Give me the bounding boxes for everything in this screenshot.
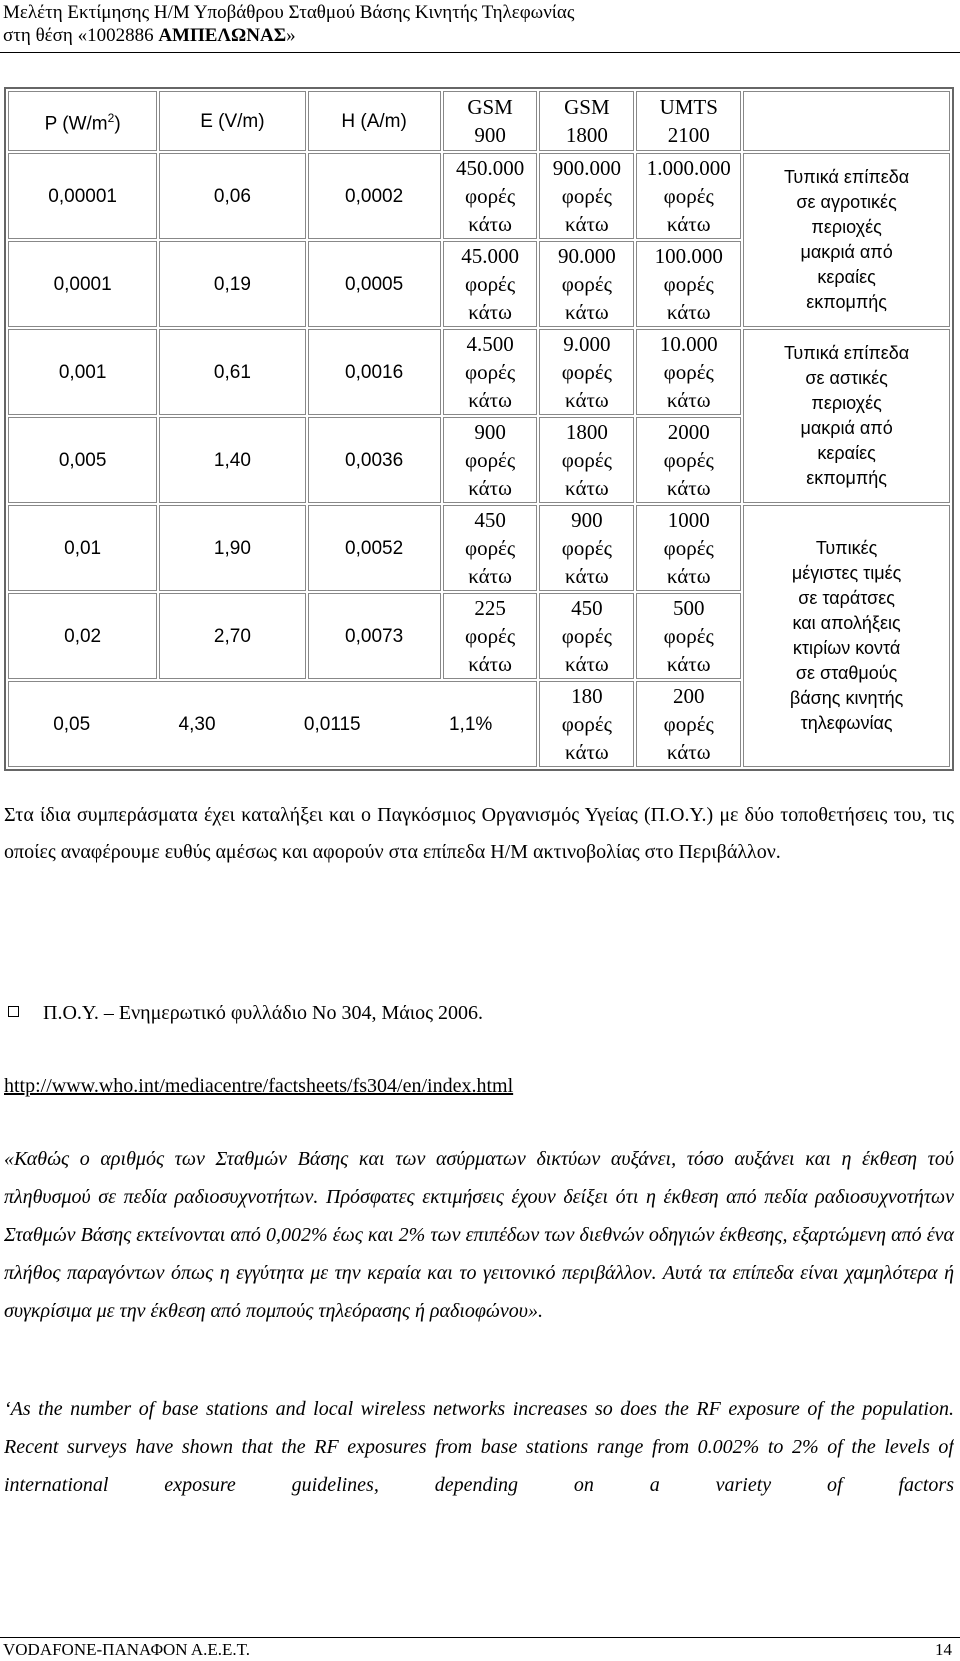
table-row xyxy=(8,505,950,591)
exposure-table xyxy=(4,87,954,771)
cell-value-h: 0,0115 xyxy=(303,713,361,735)
table-row xyxy=(8,153,950,239)
cell-line: φορές xyxy=(464,272,516,296)
header-blank xyxy=(743,91,950,151)
cell-line: 1.000.000 xyxy=(646,156,731,180)
header-title-line: Μελέτη Εκτίμησης Η/Μ Υποβάθρου Σταθμού Βάσης Κινητής Τηλεφωνίας xyxy=(3,2,575,23)
cell-line: φορές xyxy=(663,272,714,296)
who-factsheet-link[interactable]: http://www.who.int/mediacentre/factsheets/fs304/en/index.html xyxy=(4,1075,514,1097)
cell-line: 1800 xyxy=(565,420,608,444)
cell-umts2100 xyxy=(636,329,741,415)
cell-e: 0,61 xyxy=(159,329,305,415)
checkbox-bullet-icon xyxy=(8,1006,19,1017)
cell-umts2100 xyxy=(636,681,741,767)
bullet-item xyxy=(8,1002,483,1025)
cell-e: 1,40 xyxy=(159,417,305,503)
header-location-prefix: στη θέση «1002886 xyxy=(3,25,159,46)
header-gsm900: GSM 900 xyxy=(443,91,538,151)
header-power-density: P $(W/m^2)$ xyxy=(8,91,157,151)
cell-gsm1800 xyxy=(539,153,634,239)
cell-line: 100.000 xyxy=(654,244,723,268)
cell-line: φορές xyxy=(663,184,714,208)
footer-rule xyxy=(0,1637,960,1638)
cell-line: 900.000 xyxy=(552,156,622,180)
bullet-text: Π.Ο.Υ. – Ενημερωτικό φυλλάδιο No 304, Μάιος 2006. xyxy=(43,1002,484,1024)
cell-line: κάτω xyxy=(666,652,711,676)
cell-line: βάσης κινητής xyxy=(789,688,904,708)
cell-line: σε σταθμούς xyxy=(795,663,898,683)
cell-line: φορές xyxy=(464,536,516,560)
cell-line: σε αστικές xyxy=(805,368,888,388)
cell-line: κεραίες xyxy=(817,443,876,463)
cell-line: κάτω xyxy=(565,740,609,764)
cell-line: 450 xyxy=(474,508,506,532)
cell-line: κεραίες xyxy=(817,267,876,287)
cell-value-p: 0,05 xyxy=(53,713,91,735)
cell-line: κάτω xyxy=(666,300,711,324)
header-rule xyxy=(0,52,960,53)
cell-line: Τυπικά επίπεδα xyxy=(783,167,910,187)
cell-e: 2,70 xyxy=(159,593,305,679)
paragraph-who: Στα ίδια συμπεράσματα έχει καταλήξει και ο Παγκόσμιος Οργανισμός Υγείας (Π.Ο.Υ.) με δύο τοποθετήσεις του, τις οποίες αναφέρουμε ευθύς αμέσως και αφορούν στα επίπεδα Η/Μ ακτινοβολίας στο Περιβάλλον. xyxy=(4,804,954,863)
cell-line: κάτω xyxy=(666,740,711,764)
cell-umts2100 xyxy=(636,241,741,327)
cell-line: φορές xyxy=(561,272,612,296)
cell-h: 0,0016 xyxy=(308,329,441,415)
cell-p: 0,00001 xyxy=(8,153,157,239)
cell-gsm900 xyxy=(443,417,538,503)
cell-line: κάτω xyxy=(468,564,512,588)
cell-gsm900 xyxy=(443,593,538,679)
cell-line: κάτω xyxy=(468,476,512,500)
cell-line: 9.000 xyxy=(563,332,611,356)
cell-line: κάτω xyxy=(468,300,512,324)
cell-h: 0,0036 xyxy=(308,417,441,503)
cell-line: κάτω xyxy=(666,388,711,412)
cell-h: 0,0002 xyxy=(308,153,441,239)
cell-line: κάτω xyxy=(565,564,609,588)
cell-description xyxy=(743,329,950,503)
cell-value-e: 4,30 xyxy=(178,713,216,735)
cell-h: 0,0073 xyxy=(308,593,441,679)
cell-p: 0,005 xyxy=(8,417,157,503)
cell-line: 200 xyxy=(672,684,705,708)
cell-line: φορές xyxy=(663,712,714,736)
cell-gsm900 xyxy=(443,505,538,591)
cell-gsm1800 xyxy=(539,417,634,503)
cell-line: εκπομπής xyxy=(806,468,887,488)
cell-line: 225 xyxy=(474,596,506,620)
cell-line: Τυπικά επίπεδα xyxy=(783,343,910,363)
cell-line: Τυπικές xyxy=(815,538,878,558)
cell-gsm1800 xyxy=(539,681,634,767)
quote-greek: «Καθώς ο αριθμός των Σταθμών Βάσης και των ασύρματων δικτύων αυξάνει, τόσο αυξάνει και η έκθεση τού πληθυσμού σε πεδία ραδιοσυχνοτήτων. Πρόσφατες εκτιμήσεις έχουν δείξει ότι η έκθεση από πεδία ραδιοσυχνοτήτων Σταθμών Βάσης εκτείνονται από 0,002% έως και 2% των επιπέδων των διεθνών οδηγιών έκθεσης, εξαρτώμενη από ένα πλήθος παραγόντων όπως η εγγύτητα με την κεραία και το γειτονικό περιβάλλον. Αυτά τα επίπεδα είναι χαμηλότερα ή συγκρίσιμα με την έκθεση από πομπούς τηλεόρασης ή ραδιοφώνου». xyxy=(4,1148,954,1322)
cell-line: φορές xyxy=(561,624,612,648)
page-number: 14 xyxy=(935,1640,952,1659)
cell-line: φορές xyxy=(464,184,516,208)
cell-line: φορές xyxy=(561,536,612,560)
cell-e: 1,90 xyxy=(159,505,305,591)
cell-p: 0,001 xyxy=(8,329,157,415)
cell-line: κάτω xyxy=(565,388,609,412)
cell-gsm900 xyxy=(443,329,538,415)
footer-company: VODAFONE-ΠΑΝΑΦΟΝ Α.Ε.Ε.Τ. xyxy=(3,1640,251,1659)
cell-line: 450 xyxy=(571,596,603,620)
cell-line: κάτω xyxy=(666,564,711,588)
cell-line: κάτω xyxy=(565,476,609,500)
cell-line: μακριά από xyxy=(800,418,893,438)
table-header-row xyxy=(8,91,950,151)
cell-line: φορές xyxy=(561,448,612,472)
cell-line: 10.000 xyxy=(659,332,718,356)
quote-english: ‘As the number of base stations and local wireless networks increases so does the RF exposure of the population. Recent surveys have shown that the RF exposures from base stations range from 0.002% to 2% of the levels of international exposure guidelines, depending on a variety of factors xyxy=(4,1398,954,1496)
cell-line: κάτω xyxy=(468,388,512,412)
cell-line: 500 xyxy=(672,596,705,620)
cell-line: κάτω xyxy=(565,212,609,236)
cell-line: κάτω xyxy=(468,652,512,676)
header-gsm1800: GSM 1800 xyxy=(539,91,634,151)
cell-p-e-h-gsm900 xyxy=(8,681,537,767)
cell-line: 1000 xyxy=(667,508,710,532)
cell-gsm1800 xyxy=(539,505,634,591)
cell-line: κάτω xyxy=(468,212,512,236)
cell-line: φορές xyxy=(561,712,612,736)
header-location-name: ΑΜΠΕΛΩΝΑΣ xyxy=(158,25,287,46)
cell-p: 0,0001 xyxy=(8,241,157,327)
cell-description xyxy=(743,153,950,327)
cell-line: φορές xyxy=(464,624,516,648)
cell-line: 180 xyxy=(571,684,603,708)
cell-h: 0,0005 xyxy=(308,241,441,327)
table-row xyxy=(8,329,950,415)
cell-e: 0,19 xyxy=(159,241,305,327)
cell-e: 0,06 xyxy=(159,153,305,239)
cell-line: 45.000 xyxy=(461,244,519,268)
cell-line: φορές xyxy=(464,360,516,384)
cell-line: εκπομπής xyxy=(806,292,887,312)
cell-line: περιοχές xyxy=(811,393,882,413)
cell-line: 900 xyxy=(474,420,506,444)
cell-line: φορές xyxy=(663,624,714,648)
cell-line: 900 xyxy=(571,508,603,532)
cell-gsm1800 xyxy=(539,593,634,679)
cell-line: μέγιστες τιμές xyxy=(791,563,902,583)
cell-p: 0,02 xyxy=(8,593,157,679)
cell-line: φορές xyxy=(663,536,714,560)
cell-value-gsm900_single: 1,1% xyxy=(448,713,493,735)
header-magnetic-field: H (A/m) xyxy=(308,91,441,151)
cell-line: κάτω xyxy=(565,300,609,324)
cell-line: σε αγροτικές xyxy=(796,192,897,212)
cell-line: μακριά από xyxy=(800,242,893,262)
cell-umts2100 xyxy=(636,593,741,679)
cell-line: και απολήξεις xyxy=(792,613,901,633)
cell-gsm900 xyxy=(443,153,538,239)
cell-umts2100 xyxy=(636,505,741,591)
cell-line: φορές xyxy=(561,360,612,384)
cell-gsm900 xyxy=(443,241,538,327)
cell-line: κάτω xyxy=(565,652,609,676)
header-location-line xyxy=(3,25,296,47)
cell-umts2100 xyxy=(636,153,741,239)
cell-line: κτιρίων κοντά xyxy=(792,638,901,658)
cell-gsm1800 xyxy=(539,241,634,327)
header-location-suffix: » xyxy=(286,25,296,46)
cell-line: 90.000 xyxy=(558,244,616,268)
cell-umts2100 xyxy=(636,417,741,503)
cell-p: 0,01 xyxy=(8,505,157,591)
header-umts2100: UMTS 2100 xyxy=(636,91,741,151)
cell-line: τηλεφωνίας xyxy=(800,713,893,733)
cell-line: κάτω xyxy=(666,212,711,236)
cell-line: φορές xyxy=(663,360,714,384)
cell-line: φορές xyxy=(663,448,714,472)
cell-line: κάτω xyxy=(666,476,711,500)
cell-h: 0,0052 xyxy=(308,505,441,591)
header-electric-field: E (V/m) xyxy=(159,91,305,151)
cell-line: 2000 xyxy=(667,420,710,444)
cell-line: φορές xyxy=(561,184,612,208)
cell-line: 450.000 xyxy=(455,156,525,180)
cell-line: σε ταράτσες xyxy=(798,588,895,608)
cell-line: περιοχές xyxy=(811,217,882,237)
cell-line: φορές xyxy=(464,448,516,472)
cell-line: 4.500 xyxy=(466,332,514,356)
cell-gsm1800 xyxy=(539,329,634,415)
cell-description xyxy=(743,505,950,767)
